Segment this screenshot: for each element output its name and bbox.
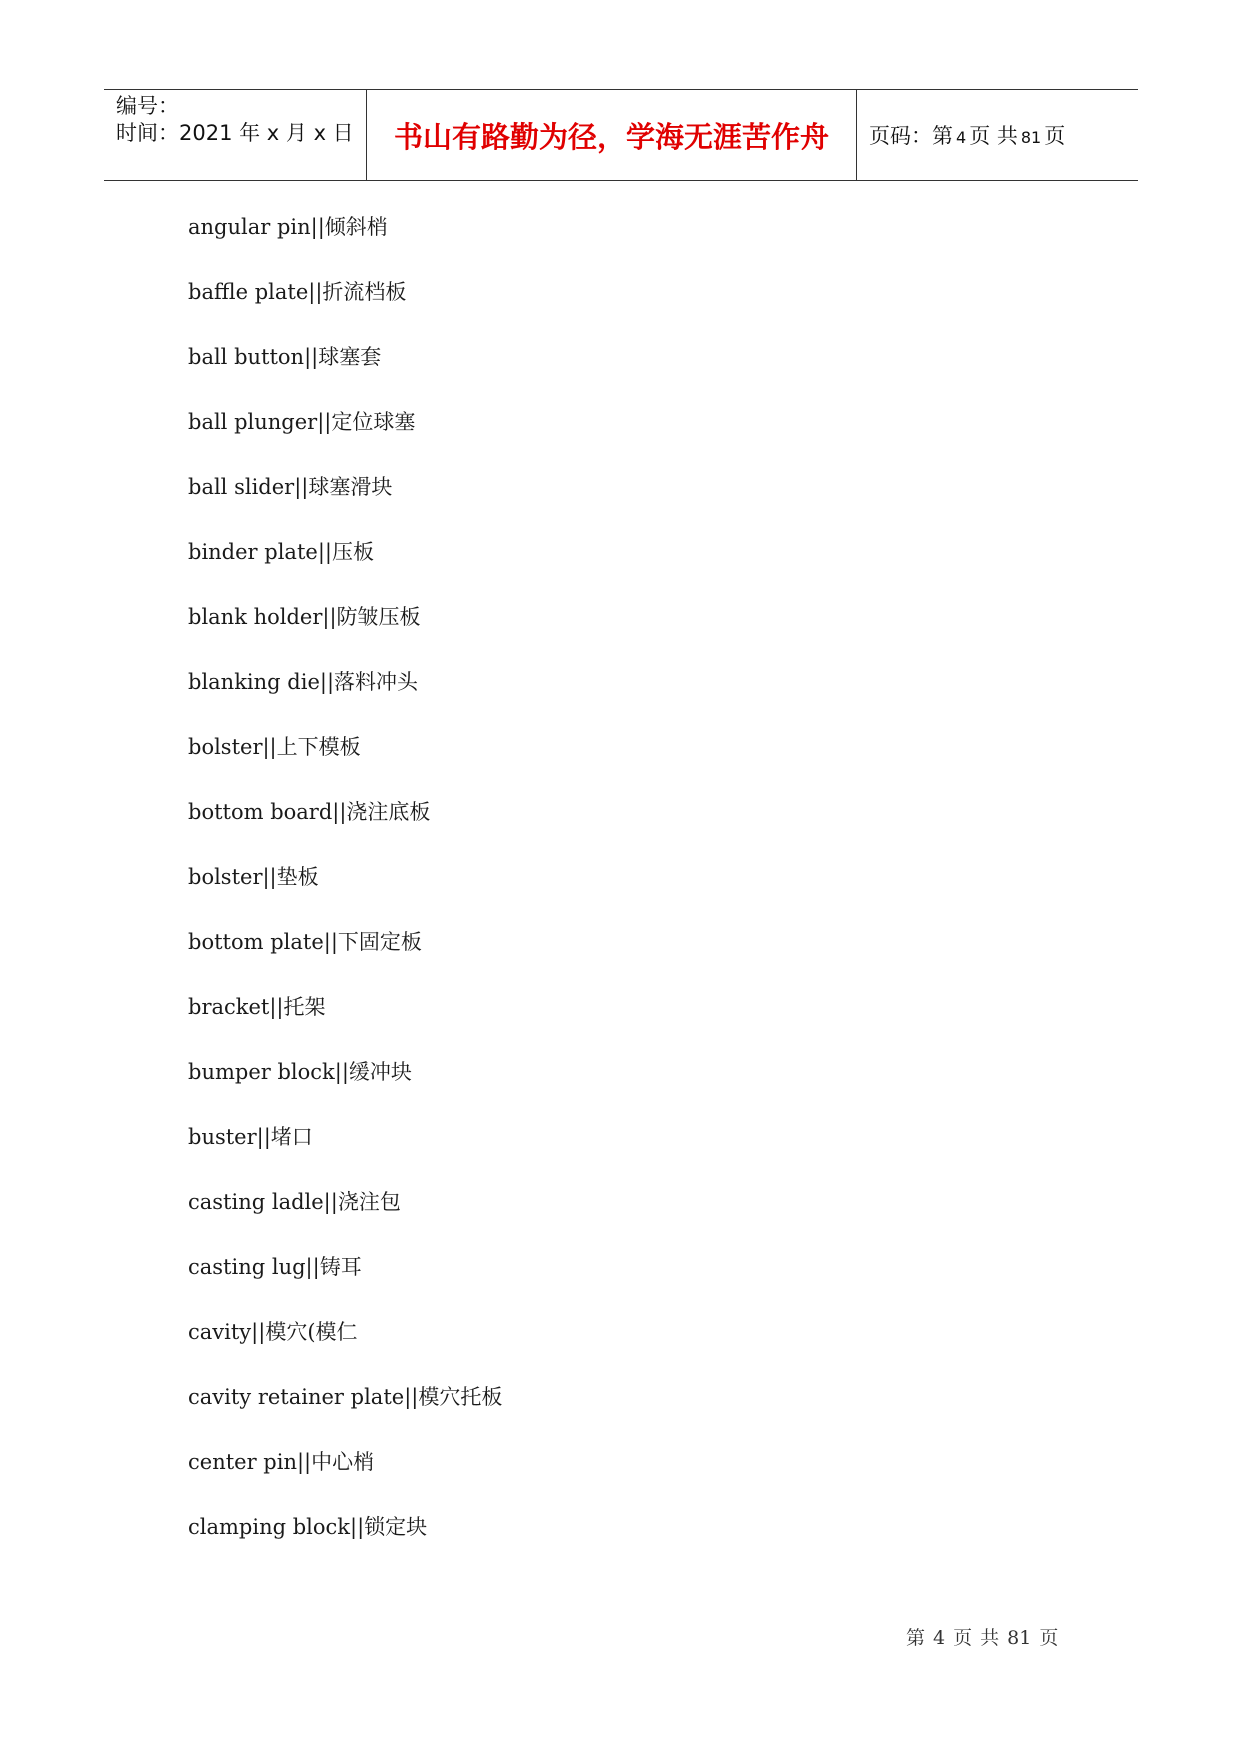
- term-item: bolster||上下模板: [188, 735, 361, 759]
- term-item: blank holder||防皱压板: [188, 605, 421, 629]
- term-item: ball plunger||定位球塞: [188, 410, 416, 434]
- term-item: angular pin||倾斜梢: [188, 215, 388, 239]
- term-item: cavity||模穴(模仁: [188, 1320, 358, 1344]
- page-footer: [902, 1623, 1062, 1650]
- term-item: center pin||中心梢: [188, 1450, 375, 1474]
- page-suffix: 页: [1044, 124, 1066, 148]
- term-item: binder plate||压板: [188, 540, 374, 564]
- serial-label: 编号：: [116, 94, 179, 118]
- term-item: bumper block||缓冲块: [188, 1060, 412, 1084]
- time-label: 时间：2021 年 x 月 x 日: [116, 121, 354, 145]
- term-item: bottom board||浇注底板: [188, 800, 431, 824]
- page-indicator: [857, 120, 1065, 150]
- header-motto-cell: [367, 90, 857, 180]
- page-current: 4: [956, 128, 967, 147]
- footer-ye-end: 页: [1039, 1627, 1059, 1649]
- term-item: casting ladle||浇注包: [188, 1190, 401, 1214]
- footer-total-pages: 81: [1007, 1627, 1032, 1649]
- footer-di: 第: [906, 1627, 926, 1649]
- header-meta-cell: [104, 90, 367, 180]
- page-prefix: 页码：第: [869, 124, 953, 148]
- term-item: clamping block||锁定块: [188, 1515, 428, 1539]
- term-item: cavity retainer plate||模穴托板: [188, 1385, 503, 1409]
- page-total: 81: [1020, 128, 1042, 147]
- term-item: bolster||垫板: [188, 865, 319, 889]
- term-item: casting lug||铸耳: [188, 1255, 362, 1279]
- footer-gong: 共: [980, 1627, 1000, 1649]
- term-item: ball button||球塞套: [188, 345, 382, 369]
- footer-ye: 页: [953, 1627, 973, 1649]
- term-item: ball slider||球塞滑块: [188, 475, 393, 499]
- motto-text: 书山有路勤为径，学海无涯苦作舟: [393, 119, 829, 154]
- term-item: bottom plate||下固定板: [188, 930, 422, 954]
- page-header: [104, 89, 1138, 181]
- page-mid: 页 共: [969, 124, 1018, 148]
- term-list: [188, 207, 502, 1572]
- term-item: baffle plate||折流档板: [188, 280, 407, 304]
- term-item: bracket||托架: [188, 995, 326, 1019]
- term-item: blanking die||落料冲头: [188, 670, 419, 694]
- footer-current-page: 4: [933, 1627, 946, 1649]
- header-page-cell: [857, 90, 1138, 180]
- term-item: buster||堵口: [188, 1125, 313, 1149]
